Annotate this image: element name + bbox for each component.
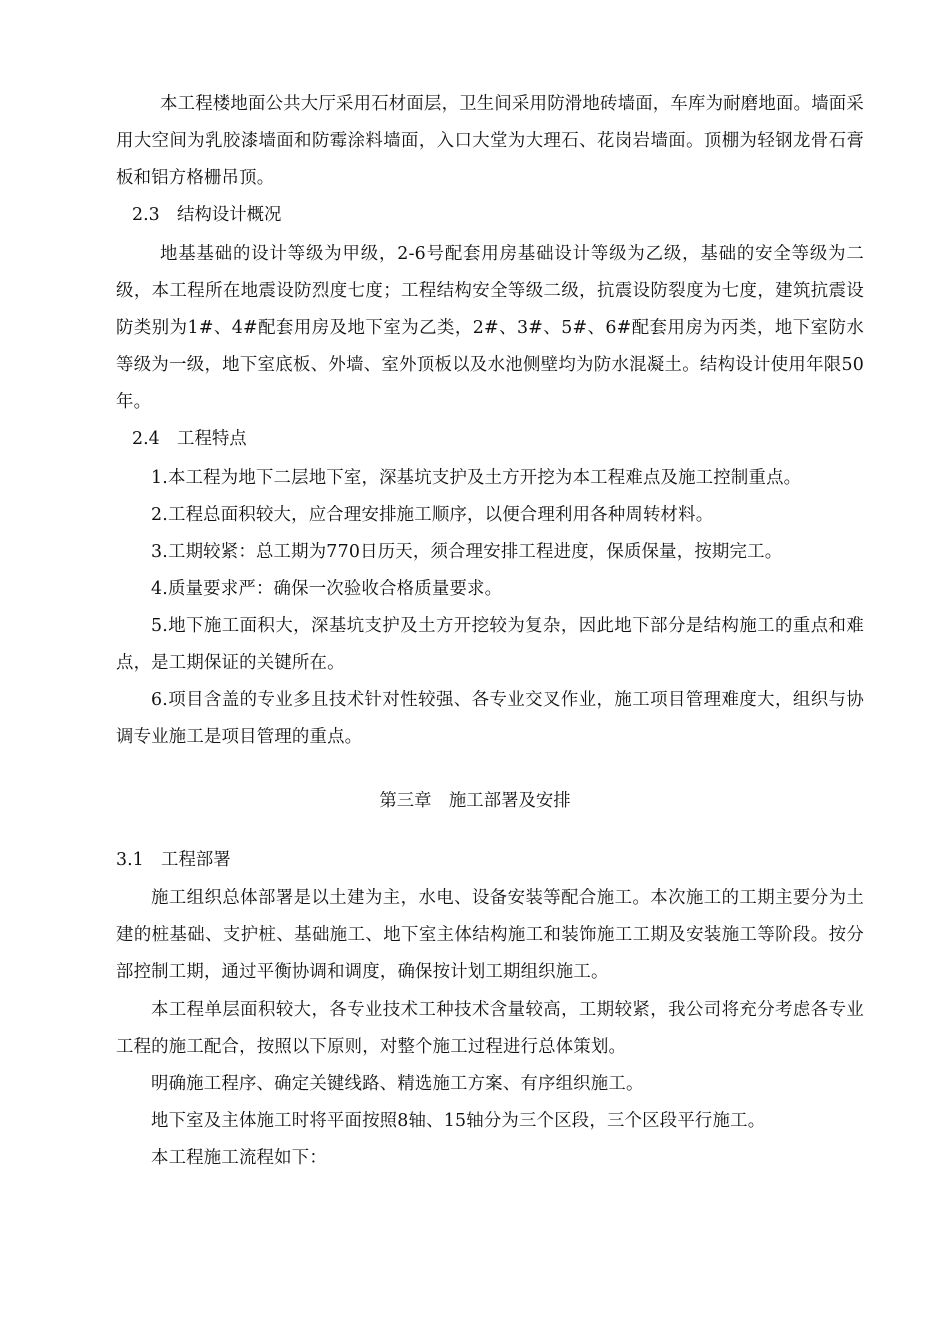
feature-item-4: 4.质量要求严：确保一次验收合格质量要求。 — [151, 579, 503, 599]
paragraph-deployment-zones: 地下室及主体施工时将平面按照8轴、15轴分为三个区段，三个区段平行施工。 — [151, 1111, 766, 1131]
paragraph-deployment-steps: 明确施工程序、确定关键线路、精选施工方案、有序组织施工。 — [151, 1074, 644, 1094]
feature-item-2: 2.工程总面积较大，应合理安排施工顺序，以便合理利用各种周转材料。 — [151, 505, 714, 525]
chapter-title: 第三章 施工部署及安排 — [379, 791, 571, 811]
feature-item-5: 5.地下施工面积大，深基坑支护及土方开挖较为复杂，因此地下部分是结构施工的重点和难点，是工期保证的关键所在。 — [116, 616, 864, 673]
feature-item-3: 3.工期较紧：总工期为770日历天，须合理安排工程进度，保质保量，按期完工。 — [151, 542, 783, 562]
paragraph-deployment-principle: 本工程单层面积较大，各专业技术工种技术含量较高，工期较紧，我公司将充分考虑各专业工程的施工配合，按照以下原则，对整个施工过程进行总体策划。 — [116, 1000, 864, 1057]
paragraph-structure: 地基基础的设计等级为甲级，2-6号配套用房基础设计等级为乙级，基础的安全等级为二级，本工程所在地震设防烈度七度；工程结构安全等级二级，抗震设防裂度为七度，建筑抗震设防类别为1#、4#配套用房及地下室为乙类，2#、3#、5#、6#配套用房为丙类，地下室防水等级为一级，地下室底板、外墙、室外顶板以及水池侧壁均为防水混凝土。结构设计使用年限50年。 — [116, 244, 864, 412]
section-heading-3-1: 3.1 工程部署 — [116, 850, 231, 870]
paragraph-deployment-overview: 施工组织总体部署是以土建为主，水电、设备安装等配合施工。本次施工的工期主要分为土建的桩基础、支护桩、基础施工、地下室主体结构施工和装饰施工工期及安装施工等阶段。按分部控制工期，通过平衡协调和调度，确保按计划工期组织施工。 — [116, 888, 864, 982]
feature-item-1: 1.本工程为地下二层地下室，深基坑支护及土方开挖为本工程难点及施工控制重点。 — [151, 468, 802, 488]
feature-item-6: 6.项目含盖的专业多且技术针对性较强、各专业交叉作业，施工项目管理难度大，组织与协调专业施工是项目管理的重点。 — [116, 690, 864, 747]
section-heading-2-4: 2.4 工程特点 — [132, 429, 247, 449]
paragraph-deployment-flow: 本工程施工流程如下： — [151, 1148, 327, 1168]
paragraph-floor-finishes: 本工程楼地面公共大厅采用石材面层，卫生间采用防滑地砖墙面，车库为耐磨地面。墙面采用大空间为乳胶漆墙面和防霉涂料墙面，入口大堂为大理石、花岗岩墙面。顶棚为轻钢龙骨石膏板和铝方格栅吊顶。 — [116, 94, 864, 188]
section-heading-2-3: 2.3 结构设计概况 — [132, 205, 282, 225]
